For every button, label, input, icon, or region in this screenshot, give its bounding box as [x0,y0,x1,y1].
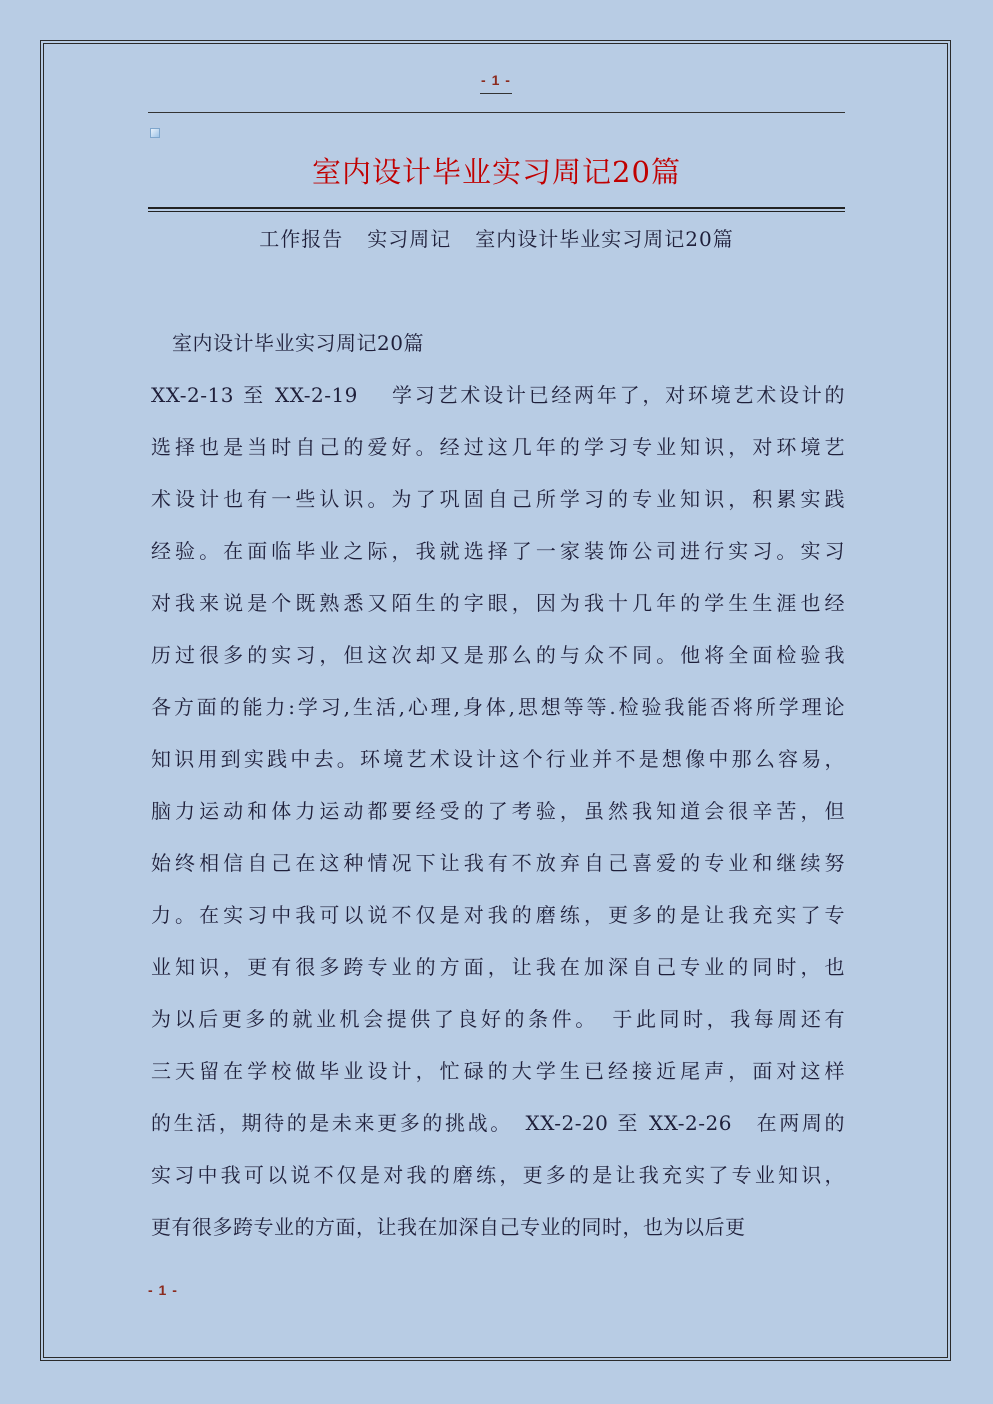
body-line: 对我来说是个既熟悉又陌生的字眼，因为我十几年的学生生涯也经 [151,591,845,615]
body-line: 术设计也有一些认识。为了巩固自己所学习的专业知识，积累实践 [151,487,845,511]
body-line: 知识用到实践中去。环境艺术设计这个行业并不是想像中那么容易， [151,747,845,771]
document-title: 室内设计毕业实习周记20篇 [312,155,681,189]
title-rule-thick [148,207,845,209]
footer-page-number: - 1 - [148,1282,178,1298]
body-line: 为以后更多的就业机会提供了良好的条件。 于此同时，我每周还有 [151,1007,845,1031]
body-line: 经验。在面临毕业之际，我就选择了一家装饰公司进行实习。实习 [151,539,845,563]
document-body [151,317,845,1253]
breadcrumb-item-current: 室内设计毕业实习周记20篇 [475,227,734,251]
body-line: 业知识，更有很多跨专业的方面，让我在加深自己专业的同时，也 [151,955,845,979]
header-page-number: - 1 - [481,72,511,88]
body-line: 实习中我可以说不仅是对我的磨练，更多的是让我充实了专业知识， [151,1163,845,1187]
body-line: 始终相信自己在这种情况下让我有不放弃自己喜爱的专业和继续努 [151,851,845,875]
breadcrumb-item-subcategory[interactable]: 实习周记 [367,227,452,251]
breadcrumb [148,222,845,256]
body-line: 脑力运动和体力运动都要经受的了考验，虽然我知道会很辛苦，但 [151,799,845,823]
body-line: 的生活，期待的是未来更多的挑战。 XX-2-20 至 XX-2-26 在两周的 [151,1111,845,1135]
title-rule-thin [148,211,845,212]
breadcrumb-item-category[interactable]: 工作报告 [259,227,344,251]
header-rule [148,112,845,113]
body-line: XX-2-13 至 XX-2-19 学习艺术设计已经两年了，对环境艺术设计的 [151,383,845,407]
body-line: 选择也是当时自己的爱好。经过这几年的学习专业知识，对环境艺 [151,435,845,459]
header-page-number-underline [480,93,512,94]
image-placeholder-icon [150,128,160,138]
body-line: 三天留在学校做毕业设计，忙碌的大学生已经接近尾声，面对这样 [151,1059,845,1083]
body-line: 力。在实习中我可以说不仅是对我的磨练，更多的是让我充实了专 [151,903,845,927]
body-line: 历过很多的实习，但这次却又是那么的与众不同。他将全面检验我 [151,643,845,667]
body-heading-line: 室内设计毕业实习周记20篇 [172,331,424,355]
body-line: 更有很多跨专业的方面，让我在加深自己专业的同时，也为以后更 [151,1215,746,1239]
body-line: 各方面的能力:学习,生活,心理,身体,思想等等.检验我能否将所学理论 [151,695,845,719]
